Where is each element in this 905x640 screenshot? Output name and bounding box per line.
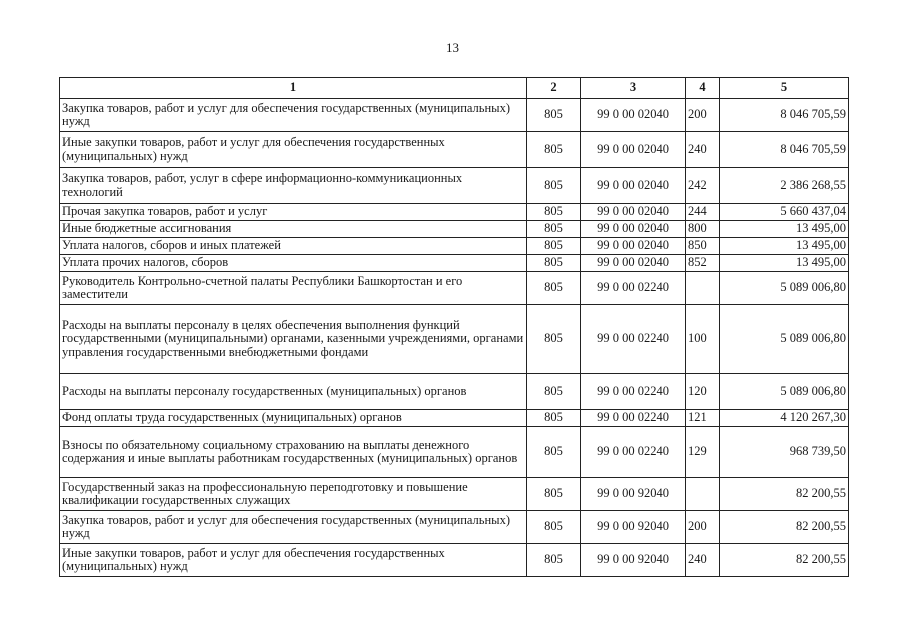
- row-name: Прочая закупка товаров, работ и услуг: [60, 204, 527, 221]
- header-row: [60, 78, 849, 99]
- row-vr: 200: [686, 511, 720, 544]
- row-cs: 99 0 00 02040: [581, 132, 686, 168]
- row-vr: 244: [686, 204, 720, 221]
- row-name: Иные бюджетные ассигнования: [60, 221, 527, 238]
- row-sum: 2 386 268,55: [720, 168, 849, 204]
- table-row: [60, 272, 849, 305]
- row-vr: 120: [686, 374, 720, 410]
- row-name: Иные закупки товаров, работ и услуг для обеспечения государственных (муниципальных) нужд: [60, 544, 527, 577]
- row-cs: 99 0 00 02240: [581, 374, 686, 410]
- table-row: [60, 221, 849, 238]
- row-name: Уплата прочих налогов, сборов: [60, 255, 527, 272]
- row-name: Закупка товаров, работ и услуг для обеспечения государственных (муниципальных) нужд: [60, 99, 527, 132]
- row-cs: 99 0 00 02040: [581, 221, 686, 238]
- row-name: Иные закупки товаров, работ и услуг для обеспечения государственных (муниципальных) нужд: [60, 132, 527, 168]
- row-ved: 805: [527, 168, 581, 204]
- row-vr: 100: [686, 305, 720, 374]
- row-ved: 805: [527, 374, 581, 410]
- row-cs: 99 0 00 02040: [581, 99, 686, 132]
- row-vr: [686, 478, 720, 511]
- row-cs: 99 0 00 02040: [581, 238, 686, 255]
- row-vr: 852: [686, 255, 720, 272]
- row-name: Закупка товаров, работ и услуг для обеспечения государственных (муниципальных) нужд: [60, 511, 527, 544]
- row-vr: 129: [686, 427, 720, 478]
- row-name: Расходы на выплаты персоналу государственных (муниципальных) органов: [60, 374, 527, 410]
- row-sum: 4 120 267,30: [720, 410, 849, 427]
- row-ved: 805: [527, 221, 581, 238]
- row-name: Расходы на выплаты персоналу в целях обеспечения выполнения функций государственными (муниципальными) органами, казенными учреждениями, органами управления государственными внебюджетными фондами: [60, 305, 527, 374]
- row-vr: 200: [686, 99, 720, 132]
- row-cs: 99 0 00 02040: [581, 255, 686, 272]
- row-cs: 99 0 00 02240: [581, 410, 686, 427]
- row-cs: 99 0 00 02040: [581, 168, 686, 204]
- row-ved: 805: [527, 478, 581, 511]
- row-sum: 5 089 006,80: [720, 305, 849, 374]
- table-row: [60, 410, 849, 427]
- table-row: [60, 238, 849, 255]
- row-cs: 99 0 00 02040: [581, 204, 686, 221]
- page-number: 13: [446, 40, 459, 55]
- row-cs: 99 0 00 02240: [581, 272, 686, 305]
- row-vr: 850: [686, 238, 720, 255]
- row-name: Уплата налогов, сборов и иных платежей: [60, 238, 527, 255]
- col-header-sum: 5: [720, 78, 849, 99]
- table-row: [60, 255, 849, 272]
- row-ved: 805: [527, 204, 581, 221]
- row-ved: 805: [527, 511, 581, 544]
- row-ved: 805: [527, 255, 581, 272]
- table-row: [60, 305, 849, 374]
- row-sum: 13 495,00: [720, 238, 849, 255]
- row-ved: 805: [527, 238, 581, 255]
- row-cs: 99 0 00 02240: [581, 305, 686, 374]
- table-row: [60, 544, 849, 577]
- row-sum: 5 660 437,04: [720, 204, 849, 221]
- budget-table: [59, 77, 849, 577]
- col-header-name: 1: [60, 78, 527, 99]
- row-sum: 5 089 006,80: [720, 374, 849, 410]
- row-sum: 8 046 705,59: [720, 132, 849, 168]
- row-sum: 5 089 006,80: [720, 272, 849, 305]
- row-vr: 800: [686, 221, 720, 238]
- row-vr: [686, 272, 720, 305]
- row-sum: 968 739,50: [720, 427, 849, 478]
- row-cs: 99 0 00 92040: [581, 478, 686, 511]
- col-header-cs: 3: [581, 78, 686, 99]
- table-row: [60, 478, 849, 511]
- row-name: Фонд оплаты труда государственных (муниципальных) органов: [60, 410, 527, 427]
- row-sum: 82 200,55: [720, 544, 849, 577]
- table-row: [60, 168, 849, 204]
- table-row: [60, 204, 849, 221]
- col-header-ved: 2: [527, 78, 581, 99]
- row-ved: 805: [527, 132, 581, 168]
- row-sum: 13 495,00: [720, 255, 849, 272]
- row-ved: 805: [527, 427, 581, 478]
- col-header-vr: 4: [686, 78, 720, 99]
- row-name: Государственный заказ на профессиональную переподготовку и повышение квалификации государственных служащих: [60, 478, 527, 511]
- row-cs: 99 0 00 02240: [581, 427, 686, 478]
- table-row: [60, 427, 849, 478]
- row-vr: 240: [686, 132, 720, 168]
- row-cs: 99 0 00 92040: [581, 511, 686, 544]
- table-row: [60, 132, 849, 168]
- row-ved: 805: [527, 272, 581, 305]
- row-ved: 805: [527, 544, 581, 577]
- row-ved: 805: [527, 99, 581, 132]
- row-vr: 121: [686, 410, 720, 427]
- row-name: Взносы по обязательному социальному страхованию на выплаты денежного содержания и иные выплаты работникам государственных (муниципальных) органов: [60, 427, 527, 478]
- table-row: [60, 511, 849, 544]
- row-sum: 82 200,55: [720, 511, 849, 544]
- row-sum: 8 046 705,59: [720, 99, 849, 132]
- table-row: [60, 99, 849, 132]
- row-cs: 99 0 00 92040: [581, 544, 686, 577]
- row-vr: 242: [686, 168, 720, 204]
- row-sum: 82 200,55: [720, 478, 849, 511]
- row-name: Руководитель Контрольно-счетной палаты Республики Башкортостан и его заместители: [60, 272, 527, 305]
- row-ved: 805: [527, 305, 581, 374]
- row-name: Закупка товаров, работ, услуг в сфере информационно-коммуникационных технологий: [60, 168, 527, 204]
- row-ved: 805: [527, 410, 581, 427]
- row-sum: 13 495,00: [720, 221, 849, 238]
- row-vr: 240: [686, 544, 720, 577]
- table-row: [60, 374, 849, 410]
